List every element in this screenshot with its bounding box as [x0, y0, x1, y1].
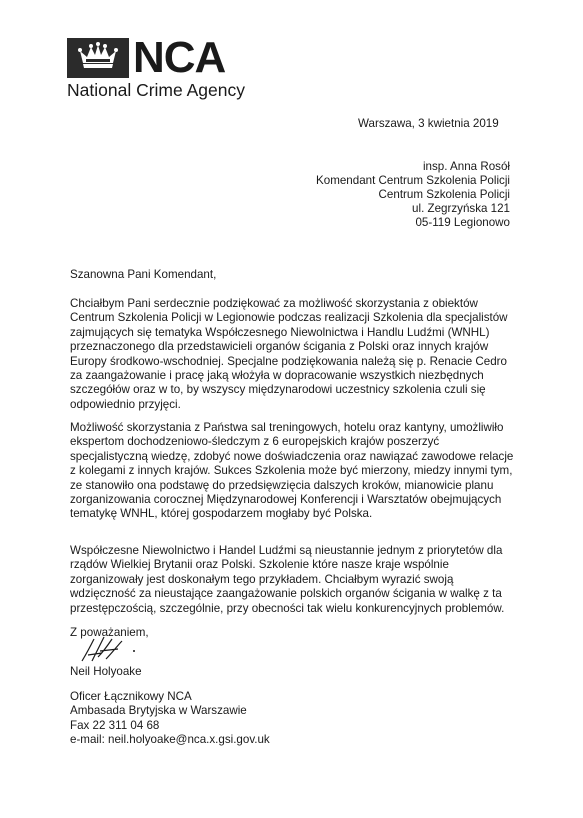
recipient-postcode: 05-119 Legionowo — [415, 216, 510, 229]
sender-email: e-mail: neil.holyoake@nca.x.gsi.gov.uk — [70, 733, 270, 747]
recipient-title: Komendant Centrum Szkolenia Policji — [316, 174, 510, 187]
crown-icon — [67, 38, 129, 78]
sender-position: Oficer Łącznikowy NCA — [70, 690, 192, 703]
recipient-name: insp. Anna Rosół — [422, 160, 510, 173]
handwritten-signature — [78, 633, 138, 669]
recipient-address — [316, 160, 510, 230]
recipient-street: ul. Zegrzyńska 121 — [412, 202, 510, 215]
sender-fax: Fax 22 311 04 68 — [70, 718, 160, 732]
body-paragraph-2: Możliwość skorzystania z Państwa sal treningowych, hotelu oraz kantyny, umożliwiło ekspertom dochodzeniowo-śledczym z 6 europejskich krajów poszerzyć specjalistyczną wiedzę, zdobyć nowe doświadczenia oraz nawiązać zawodowe relacje z kolegami z innych krajów. Sukces Szkolenia może być mierzony, miedzy innymi tym, ze stanowiło ona podstawę do przedsięwzięcia dalszych kroków, mianowicie planu zorganizowania corocznej Międzynarodowej Konferencji i Warsztatów obejmujących tematykę WNHL, której gospodarzem mogłaby być Polska. — [70, 421, 514, 521]
sender-details — [70, 690, 520, 748]
sender-embassy: Ambasada Brytyjska w Warszawie — [70, 704, 247, 718]
recipient-institution: Centrum Szkolenia Policji — [378, 188, 510, 201]
body-paragraph-3: Współczesne Niewolnictwo i Handel Ludźmi są nieustannie jednym z priorytetów dla rządów Wielkiej Brytanii oraz Polski. Szkolenie które nasze kraje wspólnie zorganizowały jest doskonałym tego przykładem. Chciałbym wyrazić swoją wdzięczność za nieustające zaangażowanie polskich organów ścigania w walkę z ta przestępczością, szczególnie, przy obecności tak wielu konkurencyjnych problemów. — [70, 544, 505, 615]
greeting: Szanowna Pani Komendant, — [70, 268, 217, 281]
letter-date: Warszawa, 3 kwietnia 2019 — [358, 117, 499, 130]
body-paragraph-1: Chciałbym Pani serdecznie podziękować za możliwość skorzystania z obiektów Centrum Szkolenia Policji w Legionowie podczas realizacji Szkolenia dla specjalistów zajmujących się tematyka Współczesnego Niewolnictwa i Handlu Ludźmi (WNHL) przeznaczonego dla przedstawicieli organów ścigania z Polski oraz innych krajów Europy środkowo-wschodniej. Specjalne podziękowania należą się p. Renacie Cedro za zaangażowanie i pracę jaką włożyła w dopracowanie wszystkich niezbędnych szczegółów oraz w to, by wszyscy międzynarodowi uczestnicy szkolenia czuli się odpowiednio przyjęci. — [70, 297, 508, 411]
closing: Z poważaniem, — [70, 626, 149, 639]
logo-subtitle: National Crime Agency — [67, 80, 245, 100]
logo-wordmark: NCA — [133, 33, 226, 82]
nca-logo — [67, 33, 277, 104]
signer-name: Neil Holyoake — [70, 665, 142, 678]
